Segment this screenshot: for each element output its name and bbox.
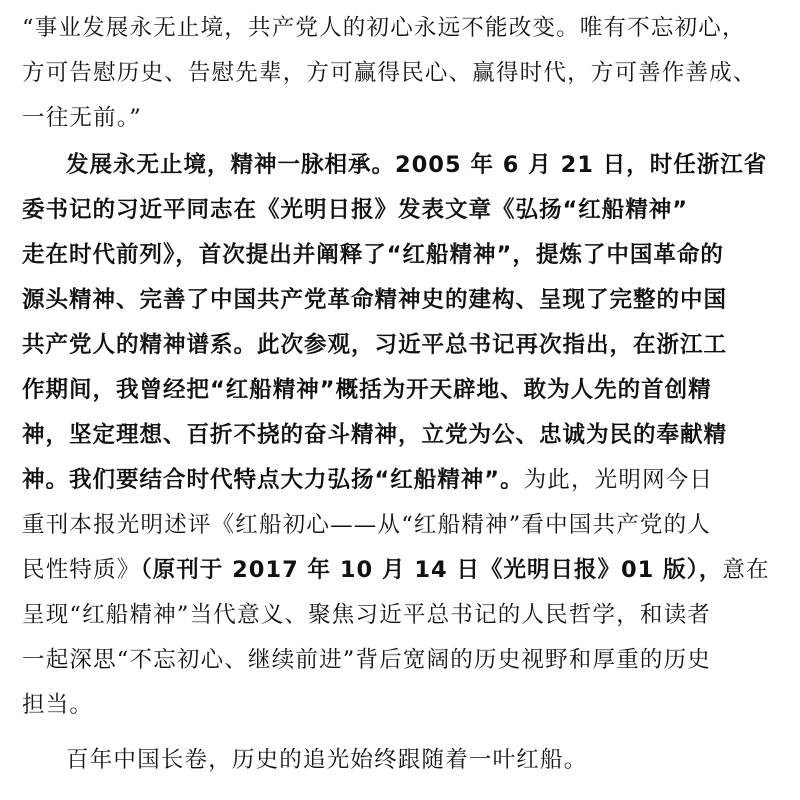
body-paragraph-line-6: 作期间，我曾经把“红船精神”概括为开天辟地、敢为人先的首创精 <box>22 377 712 403</box>
body-paragraph-line-9: 重刊本报光明述评《红船初心——从“红船精神”看中国共产党的人 <box>22 512 712 538</box>
body-segment-regular: 为此，光明网今日 <box>523 467 714 493</box>
body-paragraph-line-11: 呈现“红船精神”当代意义、聚焦习近平总书记的人民哲学，和读者 <box>22 602 712 628</box>
body-paragraph-line-2: 委书记的习近平同志在《光明日报》发表文章《弘扬“红船精神” <box>22 197 689 223</box>
body-paragraph-line-3: 走在时代前列》，首次提出并阐释了“红船精神”，提炼了中国革命的 <box>22 242 724 268</box>
body-segment-regular: 意在 <box>722 557 770 583</box>
body-segment-regular: 民性特质》 <box>22 557 141 583</box>
body-paragraph-line-8 <box>22 458 782 502</box>
body-segment-bold: （原刊于 2017 年 10 月 14 日《光明日报》01 版）， <box>140 557 723 583</box>
body-paragraph-line-12: 一起深思“不忘初心、继续前进”背后宽阔的历史视野和厚重的历史 <box>22 647 712 673</box>
quote-line-2: 方可告慰历史、告慰先辈，方可赢得民心、赢得时代，方可善作善成、 <box>22 60 757 86</box>
body-segment-bold: 神。我们要结合时代特点大力弘扬“红船精神”。 <box>22 467 524 493</box>
body-paragraph-line-13: 担当。 <box>22 692 94 718</box>
body-paragraph-line-7: 神，坚定理想、百折不挠的奋斗精神，立党为公、忠诚为民的奉献精 <box>22 422 728 448</box>
body-paragraph-line-4: 源头精神、完善了中国共产党革命精神史的建构、呈现了完整的中国 <box>22 287 728 313</box>
quote-line-3: 一往无前。” <box>22 105 142 131</box>
body-paragraph-line-10 <box>22 548 782 592</box>
body-paragraph-line-1: 发展永无止境，精神一脉相承。2005 年 6 月 21 日，时任浙江省 <box>66 152 768 178</box>
quote-line-1: “事业发展永无止境，共产党人的初心永远不能改变。唯有不忘初心， <box>22 15 746 41</box>
body-paragraph-line-5: 共产党人的精神谱系。此次参观，习近平总书记再次指出，在浙江工 <box>22 332 728 358</box>
closing-paragraph: 百年中国长卷，历史的追光始终跟随着一叶红船。 <box>66 747 588 773</box>
